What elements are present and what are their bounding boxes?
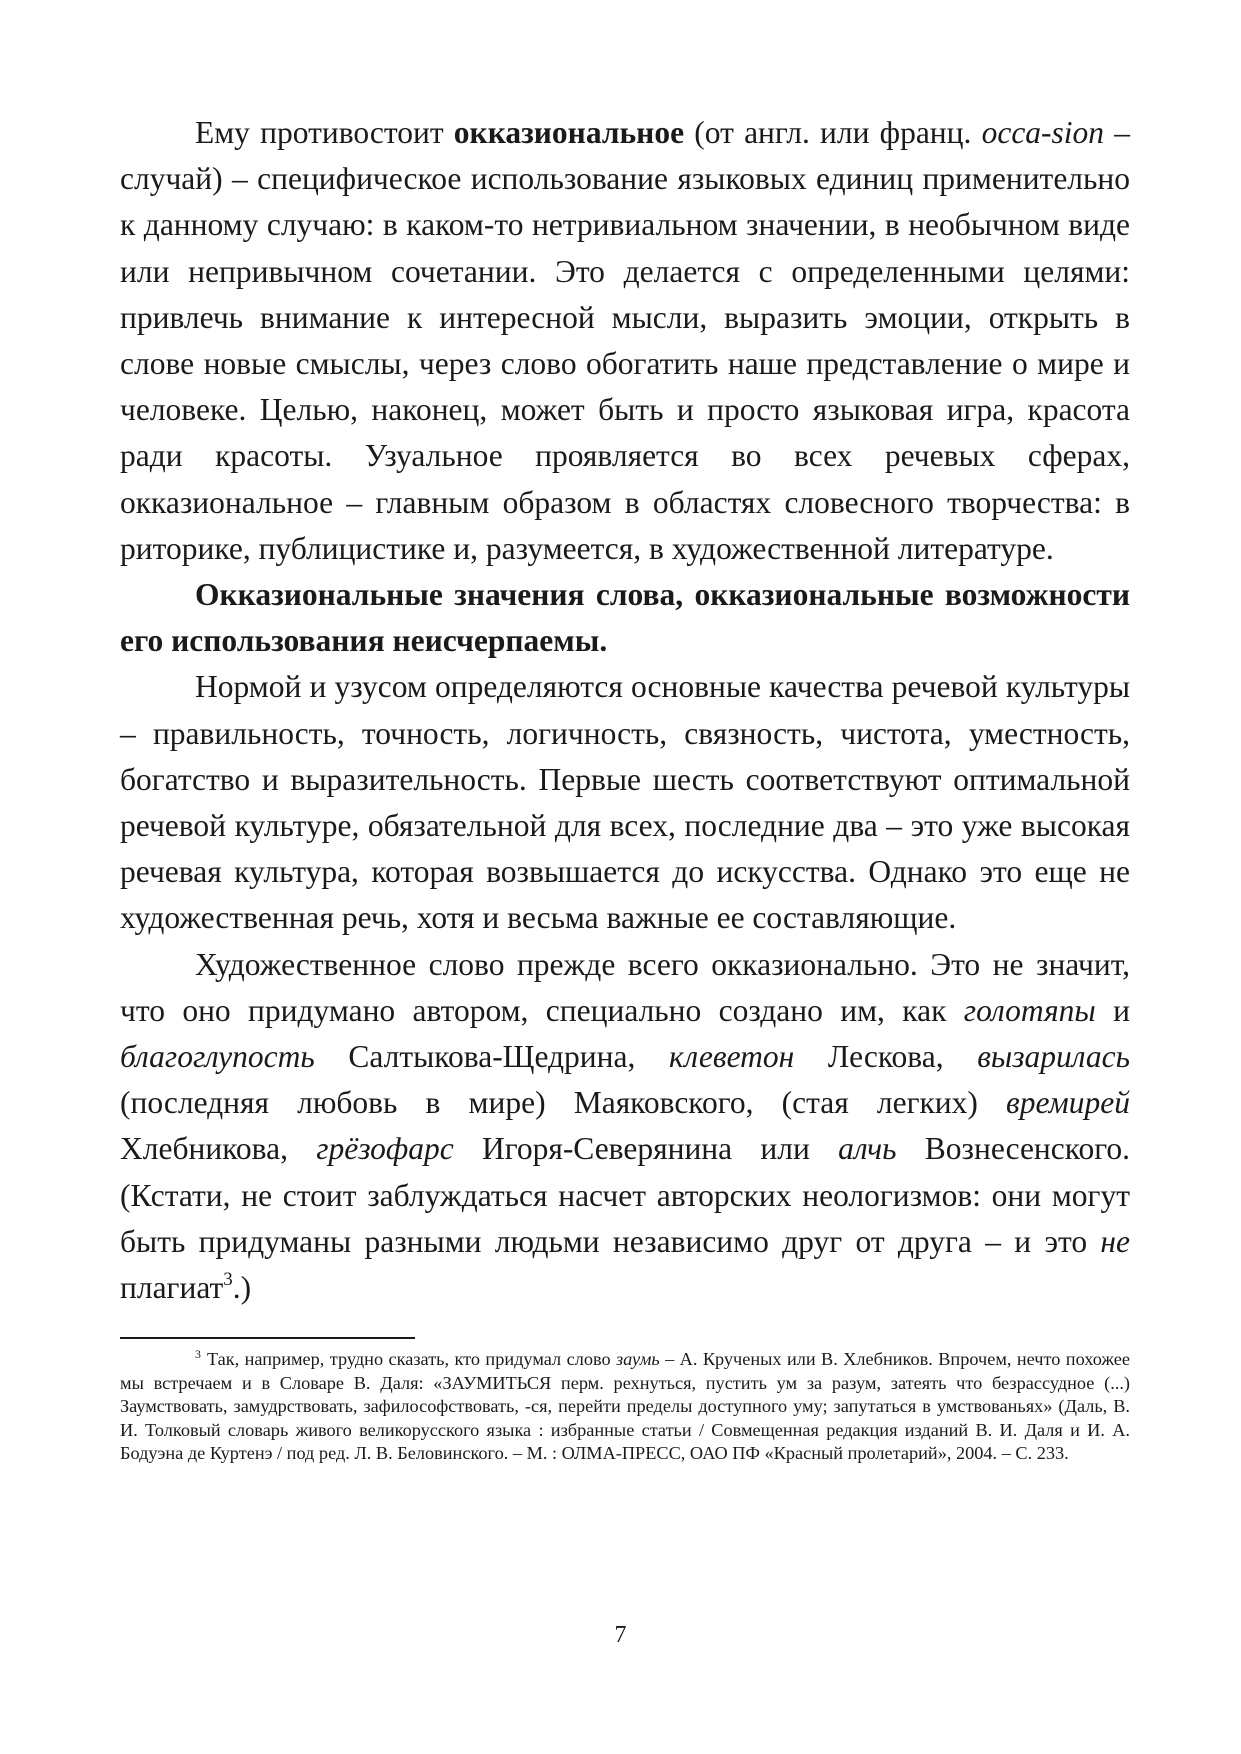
text-run: Хлебникова, — [120, 1131, 317, 1167]
page-number: 7 — [614, 1622, 627, 1648]
footnote-3 — [120, 1348, 1130, 1466]
italic-term: времирей — [1006, 1085, 1130, 1121]
text-run: (последняя любовь в мире) Маяковского, (стая легких) — [120, 1085, 1007, 1121]
text-run: Нормой и узусом определяются основные качества речевой культуры – правильность, точность, логичность, связность, чистота, уместность, богатство и выразительность. Первые шесть соответствуют оптимальной речевой культуре, обязательной для всех, последние два – это уже высокая речевая культура, которая возвышается до искусства. Однако это еще не художественная речь, хотя и весьма важные ее составляющие. — [120, 669, 1130, 936]
footnote-reference: 3 — [223, 1268, 233, 1290]
text-run: – случай) – специфическое использование языковых единиц применительно к данному случаю: в каком-то нетривиальном значении, в необычном виде или непривычном сочетании. Это делается с определенными целями: привлечь внимание к интересной мысли, выразить эмоции, открыть в слове новые смыслы, через слово обогатить наше представление о мире и человеке. Целью, наконец, может быть и просто языковая игра, красота ради красоты. Узуальное проявляется во всех речевых сферах, окказиональное – главным образом в областях словесного творчества: в риторике, публицистике и, разумеется, в художественной литературе. — [120, 115, 1131, 566]
italic-term: грёзофарс — [316, 1131, 454, 1167]
page-body — [120, 110, 1130, 1311]
text-run: плагиат — [120, 1270, 224, 1306]
text-run: Ему противостоит — [195, 115, 454, 150]
italic-term: не — [1100, 1223, 1130, 1259]
italic-term: благоглупость — [120, 1039, 315, 1075]
italic-term: вызарилась — [977, 1039, 1130, 1075]
footnotes-area — [120, 1348, 1130, 1466]
text-run: Салтыкова-Щедрина, — [314, 1039, 670, 1075]
text-run: Вознесенского. (Кстати, не стоит заблуждаться насчет авторских неологизмов: они могут быть придуманы разными людьми независимо друг от друга – и это — [120, 1131, 1130, 1259]
text-run: Художественное слово прежде всего окказионально. Это не значит, что оно придумано автором, специально создано им, как — [120, 946, 1130, 1028]
paragraph-thesis-bold — [120, 572, 1130, 664]
main-text — [120, 110, 1130, 1311]
bold-term: окказиональное — [453, 115, 685, 150]
text-run: – А. Крученых или В. Хлебников. Впрочем, нечто похожее мы встречаем и в Словаре В. Даля: «ЗАУМИТЬСЯ перм. рехнуться, пустить ум за разум, затеять что безрассудное (...) Заумствовать, замудрствовать, зафилософствовать, -ся, перейти пределы доступного уму; запутаться в умствованьях» (Даль, В. И. Толковый словарь живого великорусского языка : избранные статьи / Совмещенная редакция изданий В. И. Даля и И. А. Бодуэна де Куртенэ / под ред. Л. В. Беловинского. – М. : ОЛМА-ПРЕСС, ОАО ПФ «Красный пролетарий», 2004. – С. 233. — [120, 1349, 1131, 1463]
text-run: Так, например, трудно сказать, кто придумал слово — [206, 1349, 617, 1369]
footnote-marker: 3 — [195, 1347, 201, 1362]
text-run: и — [1095, 992, 1130, 1028]
italic-term: заумь — [616, 1349, 660, 1369]
text-run: Окказиональные значения слова, окказиональные возможности его использования неисчерпаемы. — [120, 577, 1130, 659]
footnote-separator — [120, 1337, 415, 1339]
italic-term: алчь — [838, 1131, 897, 1167]
italic-term: occa-sion — [981, 115, 1105, 150]
paragraph-occasional-definition — [120, 110, 1130, 572]
italic-term: клеветон — [669, 1039, 795, 1075]
paragraph-speech-culture — [120, 664, 1130, 941]
text-run: Лескова, — [794, 1039, 978, 1075]
text-run: .) — [232, 1270, 252, 1306]
paragraph-artistic-word — [120, 942, 1130, 1312]
text-run: Игоря-Северянина или — [453, 1131, 839, 1167]
italic-term: голотяпы — [963, 992, 1096, 1028]
text-run: (от англ. или франц. — [684, 115, 982, 150]
